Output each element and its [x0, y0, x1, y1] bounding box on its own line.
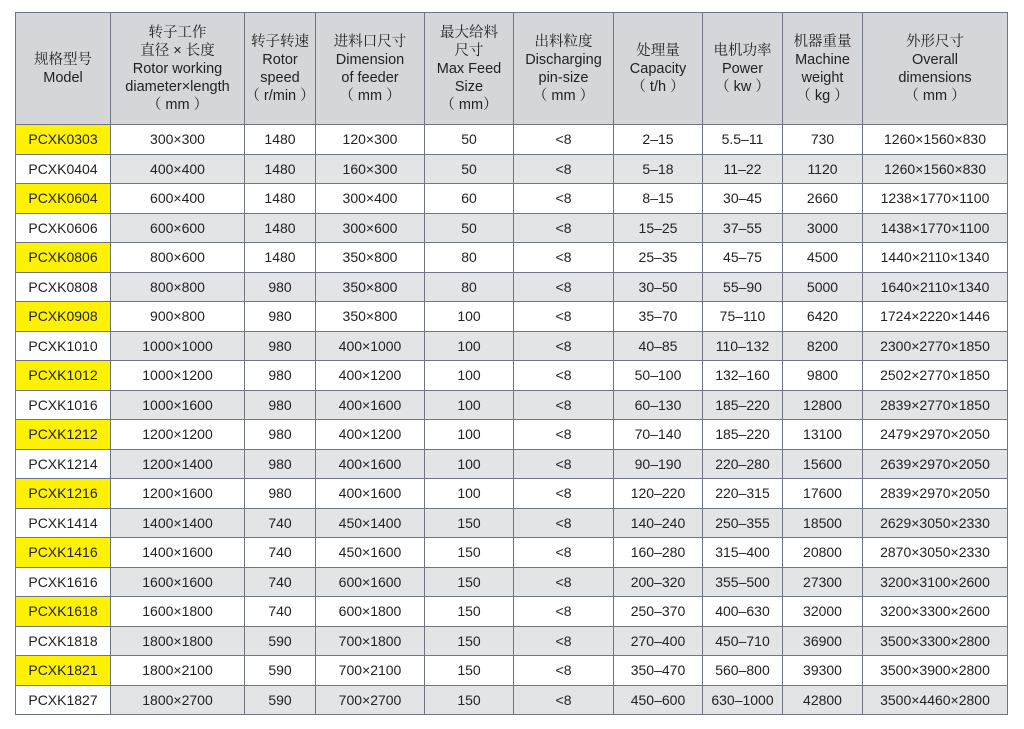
cell-feeder: 400×1200: [316, 361, 425, 391]
cell-discharge: <8: [514, 331, 614, 361]
header-feed: [425, 13, 514, 125]
header-dims: [863, 13, 1008, 125]
cell-dims: 2502×2770×1850: [863, 361, 1008, 391]
header-feeder-line: （ mm ）: [339, 87, 401, 104]
cell-discharge: <8: [514, 243, 614, 273]
cell-speed: 980: [245, 331, 316, 361]
table-row: [16, 213, 1008, 243]
cell-discharge: <8: [514, 213, 614, 243]
cell-capacity: 90–190: [614, 449, 703, 479]
cell-rotor: 1200×1600: [111, 479, 245, 509]
spec-table-container: [15, 12, 1008, 715]
header-rotor-line: diameter×length: [125, 78, 230, 95]
header-feed-line: Max Feed: [436, 60, 502, 77]
cell-power: 110–132: [703, 331, 783, 361]
table-row: [16, 479, 1008, 509]
cell-capacity: 70–140: [614, 420, 703, 450]
cell-model: PCXK1010: [16, 331, 111, 361]
cell-speed: 980: [245, 302, 316, 332]
header-rotor-line: 转子工作: [148, 24, 207, 41]
cell-power: 11–22: [703, 154, 783, 184]
header-capacity-line: Capacity: [629, 60, 687, 77]
cell-speed: 980: [245, 361, 316, 391]
header-weight-line: Machine: [795, 51, 850, 68]
cell-power: 30–45: [703, 184, 783, 214]
cell-power: 250–355: [703, 508, 783, 538]
cell-power: 132–160: [703, 361, 783, 391]
table-row: [16, 272, 1008, 302]
table-row: [16, 449, 1008, 479]
cell-capacity: 40–85: [614, 331, 703, 361]
cell-power: 185–220: [703, 390, 783, 420]
cell-power: 315–400: [703, 538, 783, 568]
cell-dims: 3500×3900×2800: [863, 656, 1008, 686]
cell-weight: 13100: [783, 420, 863, 450]
cell-speed: 740: [245, 538, 316, 568]
cell-weight: 39300: [783, 656, 863, 686]
cell-dims: 1238×1770×1100: [863, 184, 1008, 214]
cell-feed: 80: [425, 272, 514, 302]
cell-dims: 3500×3300×2800: [863, 626, 1008, 656]
cell-feed: 150: [425, 597, 514, 627]
cell-capacity: 50–100: [614, 361, 703, 391]
cell-feeder: 400×1200: [316, 420, 425, 450]
cell-feeder: 400×1600: [316, 390, 425, 420]
cell-model: PCXK0606: [16, 213, 111, 243]
cell-capacity: 30–50: [614, 272, 703, 302]
cell-model: PCXK1214: [16, 449, 111, 479]
cell-rotor: 1800×2700: [111, 685, 245, 715]
cell-rotor: 300×300: [111, 125, 245, 155]
cell-rotor: 1000×1200: [111, 361, 245, 391]
cell-feed: 150: [425, 567, 514, 597]
cell-model: PCXK0604: [16, 184, 111, 214]
header-power: [703, 13, 783, 125]
header-discharge-line: 出料粒度: [534, 33, 593, 50]
cell-rotor: 900×800: [111, 302, 245, 332]
cell-feeder: 350×800: [316, 302, 425, 332]
header-speed-line: speed: [260, 69, 300, 86]
cell-model: PCXK1821: [16, 656, 111, 686]
cell-power: 185–220: [703, 420, 783, 450]
cell-feed: 150: [425, 626, 514, 656]
cell-weight: 20800: [783, 538, 863, 568]
cell-speed: 1480: [245, 243, 316, 273]
cell-model: PCXK0908: [16, 302, 111, 332]
header-feeder-line: Dimension: [335, 51, 405, 68]
header-capacity-line: 处理量: [636, 42, 680, 59]
table-row: [16, 302, 1008, 332]
cell-weight: 2660: [783, 184, 863, 214]
cell-weight: 32000: [783, 597, 863, 627]
table-row: [16, 125, 1008, 155]
cell-rotor: 800×800: [111, 272, 245, 302]
header-model: [16, 13, 111, 125]
table-header: [16, 13, 1008, 125]
header-feed-line: 尺寸: [454, 42, 484, 59]
cell-feed: 100: [425, 479, 514, 509]
cell-power: 37–55: [703, 213, 783, 243]
cell-feeder: 120×300: [316, 125, 425, 155]
table-row: [16, 567, 1008, 597]
table-row: [16, 420, 1008, 450]
header-feeder: [316, 13, 425, 125]
cell-power: 45–75: [703, 243, 783, 273]
cell-feeder: 450×1600: [316, 538, 425, 568]
cell-discharge: <8: [514, 125, 614, 155]
cell-feed: 150: [425, 508, 514, 538]
cell-capacity: 350–470: [614, 656, 703, 686]
header-capacity: [614, 13, 703, 125]
cell-power: 220–315: [703, 479, 783, 509]
cell-rotor: 1200×1400: [111, 449, 245, 479]
cell-rotor: 1600×1600: [111, 567, 245, 597]
cell-rotor: 600×400: [111, 184, 245, 214]
cell-capacity: 8–15: [614, 184, 703, 214]
cell-speed: 980: [245, 420, 316, 450]
cell-speed: 1480: [245, 154, 316, 184]
cell-speed: 590: [245, 656, 316, 686]
cell-feeder: 700×1800: [316, 626, 425, 656]
cell-discharge: <8: [514, 154, 614, 184]
cell-capacity: 250–370: [614, 597, 703, 627]
header-power-line: （ kw ）: [715, 78, 770, 95]
cell-model: PCXK1416: [16, 538, 111, 568]
cell-speed: 1480: [245, 213, 316, 243]
cell-capacity: 60–130: [614, 390, 703, 420]
cell-model: PCXK0404: [16, 154, 111, 184]
cell-feeder: 350×800: [316, 243, 425, 273]
cell-speed: 980: [245, 390, 316, 420]
cell-power: 630–1000: [703, 685, 783, 715]
cell-discharge: <8: [514, 390, 614, 420]
cell-capacity: 25–35: [614, 243, 703, 273]
table-row: [16, 184, 1008, 214]
cell-rotor: 600×600: [111, 213, 245, 243]
header-discharge-line: Discharging: [525, 51, 602, 68]
cell-discharge: <8: [514, 597, 614, 627]
cell-dims: 2479×2970×2050: [863, 420, 1008, 450]
header-discharge-line: pin-size: [538, 69, 589, 86]
cell-dims: 1260×1560×830: [863, 125, 1008, 155]
header-speed-line: Rotor: [262, 51, 298, 68]
cell-model: PCXK1827: [16, 685, 111, 715]
cell-feed: 60: [425, 184, 514, 214]
table-row: [16, 243, 1008, 273]
cell-dims: 1260×1560×830: [863, 154, 1008, 184]
cell-model: PCXK1616: [16, 567, 111, 597]
cell-weight: 3000: [783, 213, 863, 243]
table-body: [16, 125, 1008, 715]
cell-weight: 36900: [783, 626, 863, 656]
cell-dims: 2839×2970×2050: [863, 479, 1008, 509]
cell-feeder: 700×2100: [316, 656, 425, 686]
cell-rotor: 1800×1800: [111, 626, 245, 656]
cell-feeder: 600×1800: [316, 597, 425, 627]
cell-capacity: 140–240: [614, 508, 703, 538]
table-row: [16, 508, 1008, 538]
cell-feed: 150: [425, 656, 514, 686]
cell-discharge: <8: [514, 479, 614, 509]
table-row: [16, 538, 1008, 568]
cell-feeder: 400×1600: [316, 449, 425, 479]
header-rotor: [111, 13, 245, 125]
cell-feeder: 600×1600: [316, 567, 425, 597]
cell-speed: 1480: [245, 125, 316, 155]
cell-feeder: 300×400: [316, 184, 425, 214]
cell-dims: 1724×2220×1446: [863, 302, 1008, 332]
cell-feed: 50: [425, 213, 514, 243]
cell-feed: 100: [425, 331, 514, 361]
cell-model: PCXK1618: [16, 597, 111, 627]
cell-speed: 740: [245, 508, 316, 538]
cell-speed: 980: [245, 479, 316, 509]
cell-feeder: 300×600: [316, 213, 425, 243]
header-weight-line: （ kg ）: [796, 87, 849, 104]
cell-model: PCXK0303: [16, 125, 111, 155]
cell-rotor: 1200×1200: [111, 420, 245, 450]
cell-weight: 730: [783, 125, 863, 155]
table-row: [16, 390, 1008, 420]
cell-dims: 1438×1770×1100: [863, 213, 1008, 243]
cell-capacity: 2–15: [614, 125, 703, 155]
cell-model: PCXK1212: [16, 420, 111, 450]
cell-discharge: <8: [514, 685, 614, 715]
header-weight: [783, 13, 863, 125]
cell-dims: 2629×3050×2330: [863, 508, 1008, 538]
header-feed-line: （ mm）: [440, 96, 498, 113]
header-speed: [245, 13, 316, 125]
cell-speed: 590: [245, 685, 316, 715]
cell-feed: 50: [425, 125, 514, 155]
cell-speed: 980: [245, 272, 316, 302]
header-discharge: [514, 13, 614, 125]
header-dims-line: 外形尺寸: [906, 33, 964, 50]
cell-power: 55–90: [703, 272, 783, 302]
cell-power: 450–710: [703, 626, 783, 656]
cell-feed: 150: [425, 685, 514, 715]
header-power-line: Power: [721, 60, 764, 77]
cell-capacity: 450–600: [614, 685, 703, 715]
header-dims-line: Overall: [912, 51, 958, 68]
header-rotor-line: （ mm ）: [146, 96, 209, 113]
cell-weight: 27300: [783, 567, 863, 597]
cell-capacity: 35–70: [614, 302, 703, 332]
cell-weight: 18500: [783, 508, 863, 538]
cell-capacity: 270–400: [614, 626, 703, 656]
cell-discharge: <8: [514, 272, 614, 302]
header-dims-line: dimensions: [898, 69, 972, 86]
cell-dims: 2300×2770×1850: [863, 331, 1008, 361]
cell-capacity: 160–280: [614, 538, 703, 568]
cell-weight: 42800: [783, 685, 863, 715]
cell-dims: 2639×2970×2050: [863, 449, 1008, 479]
table-row: [16, 685, 1008, 715]
table-row: [16, 331, 1008, 361]
cell-discharge: <8: [514, 656, 614, 686]
cell-feed: 100: [425, 361, 514, 391]
cell-model: PCXK1012: [16, 361, 111, 391]
cell-speed: 740: [245, 597, 316, 627]
header-model-line: 规格型号: [34, 51, 92, 68]
cell-rotor: 1800×2100: [111, 656, 245, 686]
header-dims-line: （ mm ）: [904, 87, 966, 104]
cell-capacity: 120–220: [614, 479, 703, 509]
header-rotor-line: 直径 × 长度: [140, 42, 215, 59]
cell-model: PCXK0808: [16, 272, 111, 302]
cell-model: PCXK0806: [16, 243, 111, 273]
cell-dims: 3200×3300×2600: [863, 597, 1008, 627]
cell-rotor: 400×400: [111, 154, 245, 184]
header-feeder-line: 进料口尺寸: [333, 33, 407, 50]
header-speed-line: 转子转速: [251, 33, 309, 50]
cell-feeder: 400×1000: [316, 331, 425, 361]
cell-capacity: 200–320: [614, 567, 703, 597]
cell-rotor: 1400×1400: [111, 508, 245, 538]
cell-discharge: <8: [514, 361, 614, 391]
cell-dims: 2870×3050×2330: [863, 538, 1008, 568]
cell-discharge: <8: [514, 508, 614, 538]
cell-feeder: 160×300: [316, 154, 425, 184]
spec-table: [15, 12, 1008, 715]
cell-speed: 740: [245, 567, 316, 597]
header-discharge-line: （ mm ）: [532, 87, 595, 104]
cell-discharge: <8: [514, 567, 614, 597]
header-speed-line: （ r/min ）: [245, 87, 315, 104]
cell-power: 75–110: [703, 302, 783, 332]
table-row: [16, 361, 1008, 391]
cell-weight: 15600: [783, 449, 863, 479]
cell-power: 220–280: [703, 449, 783, 479]
header-rotor-line: Rotor working: [132, 60, 223, 77]
cell-discharge: <8: [514, 626, 614, 656]
cell-discharge: <8: [514, 420, 614, 450]
table-row: [16, 656, 1008, 686]
cell-weight: 8200: [783, 331, 863, 361]
cell-discharge: <8: [514, 538, 614, 568]
cell-feed: 150: [425, 538, 514, 568]
cell-feed: 100: [425, 302, 514, 332]
header-feed-line: Size: [454, 78, 484, 95]
cell-rotor: 800×600: [111, 243, 245, 273]
cell-weight: 12800: [783, 390, 863, 420]
cell-feed: 80: [425, 243, 514, 273]
cell-weight: 5000: [783, 272, 863, 302]
cell-discharge: <8: [514, 302, 614, 332]
cell-feeder: 700×2700: [316, 685, 425, 715]
header-weight-line: weight: [801, 69, 844, 86]
cell-discharge: <8: [514, 184, 614, 214]
cell-feed: 100: [425, 390, 514, 420]
cell-discharge: <8: [514, 449, 614, 479]
cell-weight: 9800: [783, 361, 863, 391]
cell-weight: 6420: [783, 302, 863, 332]
cell-power: 355–500: [703, 567, 783, 597]
cell-speed: 980: [245, 449, 316, 479]
header-feed-line: 最大给料: [440, 24, 498, 41]
cell-weight: 4500: [783, 243, 863, 273]
table-row: [16, 597, 1008, 627]
cell-feeder: 400×1600: [316, 479, 425, 509]
table-row: [16, 154, 1008, 184]
cell-model: PCXK1414: [16, 508, 111, 538]
cell-model: PCXK1818: [16, 626, 111, 656]
cell-dims: 3500×4460×2800: [863, 685, 1008, 715]
cell-capacity: 15–25: [614, 213, 703, 243]
cell-rotor: 1000×1000: [111, 331, 245, 361]
cell-capacity: 5–18: [614, 154, 703, 184]
header-feeder-line: of feeder: [341, 69, 399, 86]
cell-weight: 17600: [783, 479, 863, 509]
cell-dims: 1640×2110×1340: [863, 272, 1008, 302]
header-weight-line: 机器重量: [793, 33, 852, 50]
cell-feeder: 350×800: [316, 272, 425, 302]
cell-feed: 100: [425, 420, 514, 450]
cell-weight: 1120: [783, 154, 863, 184]
cell-speed: 1480: [245, 184, 316, 214]
cell-feed: 50: [425, 154, 514, 184]
header-model-line: Model: [43, 69, 83, 86]
cell-rotor: 1000×1600: [111, 390, 245, 420]
cell-feeder: 450×1400: [316, 508, 425, 538]
cell-speed: 590: [245, 626, 316, 656]
cell-power: 560–800: [703, 656, 783, 686]
cell-power: 400–630: [703, 597, 783, 627]
header-power-line: 电机功率: [713, 42, 772, 59]
cell-feed: 100: [425, 449, 514, 479]
cell-model: PCXK1016: [16, 390, 111, 420]
cell-dims: 2839×2770×1850: [863, 390, 1008, 420]
cell-rotor: 1600×1800: [111, 597, 245, 627]
cell-model: PCXK1216: [16, 479, 111, 509]
header-row: [16, 13, 1008, 125]
header-capacity-line: （ t/h ）: [631, 78, 685, 95]
cell-power: 5.5–11: [703, 125, 783, 155]
table-row: [16, 626, 1008, 656]
cell-rotor: 1400×1600: [111, 538, 245, 568]
cell-dims: 3200×3100×2600: [863, 567, 1008, 597]
cell-dims: 1440×2110×1340: [863, 243, 1008, 273]
